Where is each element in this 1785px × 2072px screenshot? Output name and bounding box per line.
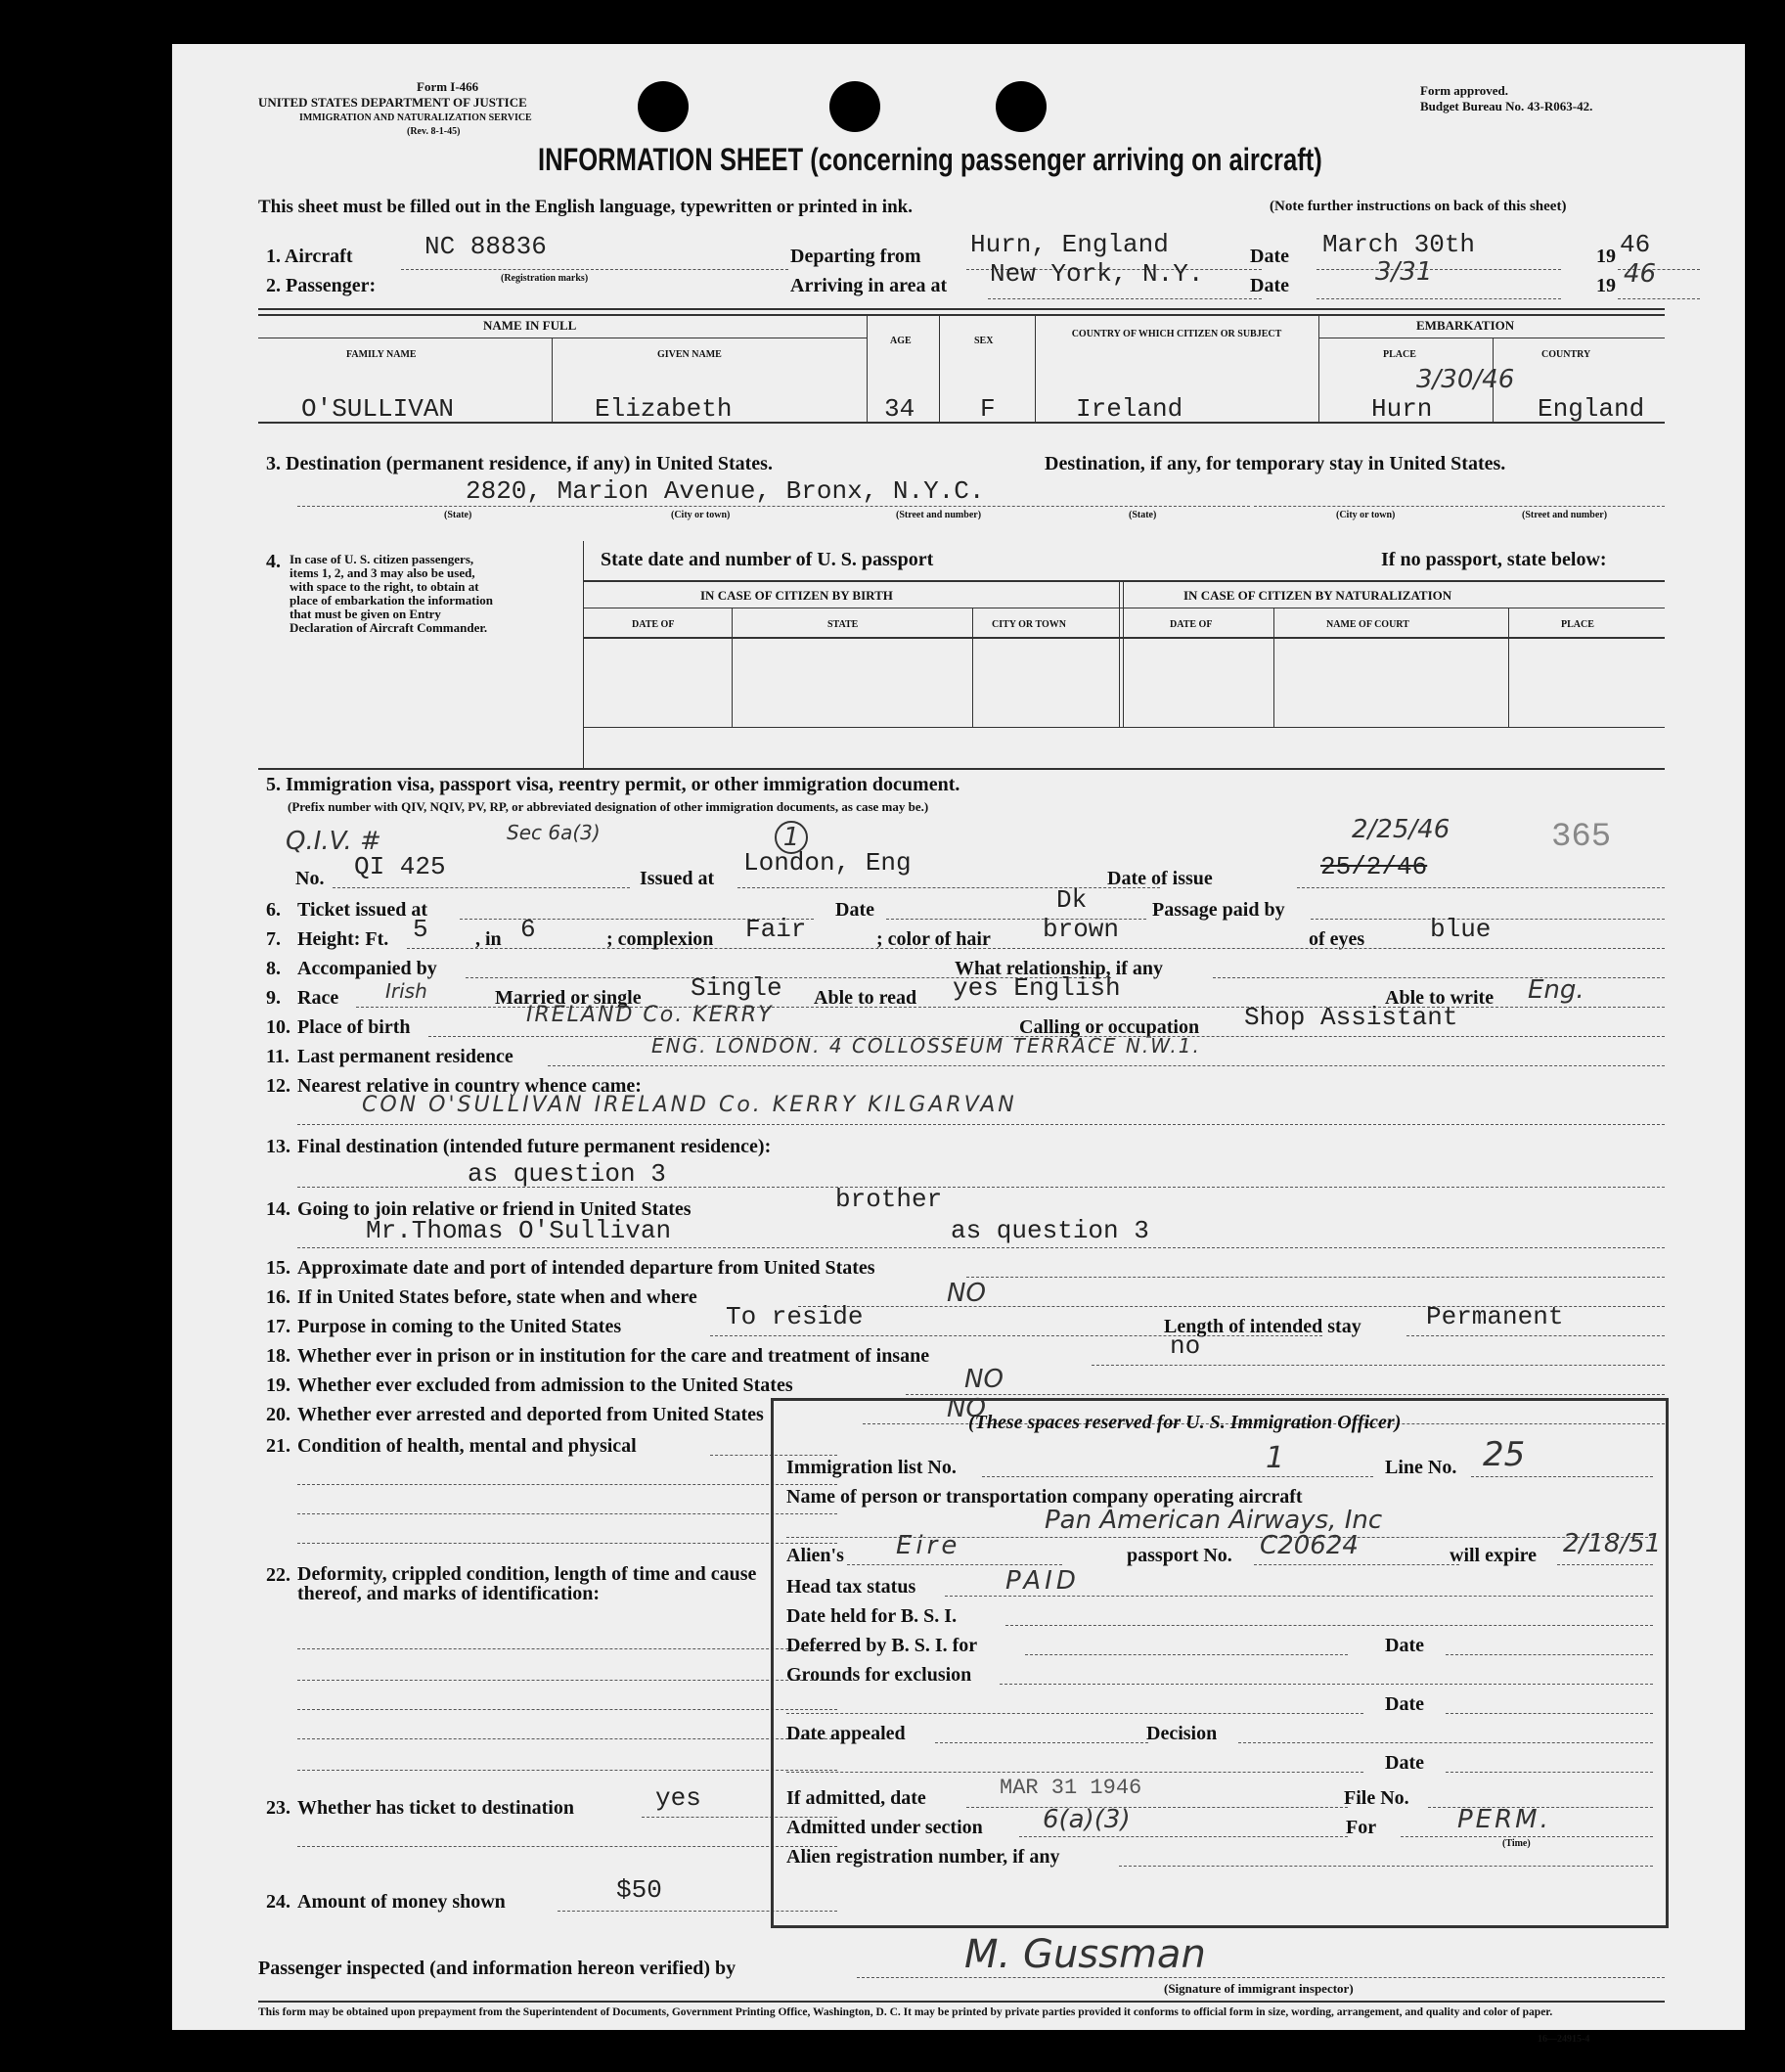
aircraft-value: NC 88836 [424,232,547,261]
hair: brown [1043,915,1120,944]
registration-label: Alien registration number, if any [786,1846,1060,1868]
sex-header: SEX [974,336,994,346]
age-header: AGE [890,336,912,346]
row-24-no: 24. [266,1891,290,1913]
birthplace: IRELAND Co. KERRY [526,1003,774,1027]
nearest-relative: CON O'SULLIVAN IRELAND Co. KERRY KILGARVAN [362,1093,1017,1117]
revision: (Rev. 8-1-45) [407,126,461,137]
occupation: Shop Assistant [1244,1003,1458,1032]
country-citizen-header: COUNTRY OF WHICH CITIZEN OR SUBJECT [1071,329,1282,339]
row-11-no: 11. [266,1046,290,1067]
q3-value: 2820, Marion Avenue, Bronx, N.Y.C. [466,476,985,506]
file-no-label: File No. [1344,1787,1409,1809]
stay-label: Length of intended stay [1164,1316,1361,1337]
date-of-header-2: DATE OF [1170,619,1213,630]
passport-label: State date and number of U. S. passport [601,549,934,570]
ticket-issued-label: Ticket issued at [297,899,427,921]
service: IMMIGRATION AND NATURALIZATION SERVICE [299,113,532,123]
last-residence: ENG. LONDON. 4 COLLOSSEUM TERRACE N.W.1. [651,1034,1201,1058]
row-22-no: 22. [266,1564,290,1586]
married: Single [691,973,782,1003]
complexion: Fair [745,915,807,944]
aliens: Eire [896,1531,961,1560]
date-of-issue-hw: 2/25/46 [1352,815,1450,844]
aliens-label: Alien's [786,1545,844,1566]
name-in-full-header: NAME IN FULL [483,318,577,333]
height-in-label: , in [475,928,502,950]
appealed-label: Date appealed [786,1723,906,1744]
passage-paid-label: Passage paid by [1152,899,1285,921]
expire: 2/18/51 [1563,1529,1662,1558]
hair-label: ; color of hair [876,928,991,950]
q3-street-caption-2: (Street and number) [1522,510,1608,520]
year-label-2: 19 [1596,275,1616,296]
row-14-no: 14. [266,1198,290,1220]
relationship-label: What relationship, if any [955,958,1163,979]
arriving-year: 46 [1624,259,1657,289]
visa-section: Sec 6a(3) [507,821,601,844]
grounds-label: Grounds for exclusion [786,1664,972,1686]
year-label: 19 [1596,246,1616,267]
punch-hole [829,81,880,132]
deported: NO [947,1394,986,1423]
punch-hole [638,81,689,132]
ticket-date-label: Date [835,899,874,921]
q3-city-caption-2: (City or town) [1336,510,1396,520]
date-of-issue-label: Date of issue [1107,868,1213,889]
read: yes English [953,973,1121,1003]
line-no: 25 [1483,1435,1526,1474]
family-name-value: O'SULLIVAN [301,394,455,424]
q5-sub: (Prefix number with QIV, NQIV, PV, RP, or abbreviated designation of other immigration documents, as case may be.) [288,799,929,814]
prison-label: Whether ever in prison or in institution for the care and treatment of insane [297,1345,930,1367]
join-relation: brother [835,1185,943,1214]
form-number: Form I-466 [417,79,479,94]
court-header: NAME OF COURT [1326,619,1409,630]
expire-label: will expire [1450,1545,1538,1566]
for-value: PERM. [1457,1805,1551,1834]
list-no: 1 [1266,1441,1285,1475]
no-passport-label: If no passport, state below: [1381,549,1607,570]
country-header: COUNTRY [1541,349,1591,360]
city-header: CITY OR TOWN [992,619,1066,630]
married-label: Married or single [495,987,642,1009]
admitted-date-label: If admitted, date [786,1787,926,1809]
row-7-no: 7. [266,928,281,950]
final-dest-label: Final destination (intended future permanent residence): [297,1136,772,1157]
row-12-no: 12. [266,1075,290,1097]
row-15-no: 15. [266,1257,290,1279]
stay: Permanent [1426,1302,1564,1331]
purpose: To reside [726,1302,864,1331]
given-name-value: Elizabeth [595,394,733,424]
visa-no-label: No. [295,868,325,889]
q3-city-caption: (City or town) [671,510,731,520]
inspected-label: Passenger inspected (and information hereon verified) by [258,1958,736,1979]
money: $50 [616,1875,662,1905]
form-approved: Form approved. [1420,83,1509,98]
citizen-value: Ireland [1076,394,1183,424]
for-label: For [1346,1817,1377,1838]
officer-header: (These spaces reserved for U. S. Immigration Officer) [968,1412,1402,1433]
birthplace-label: Place of birth [297,1016,411,1038]
race: Irish [385,979,427,1003]
admitted-date: MAR 31 1946 [1000,1776,1142,1800]
signature-caption: (Signature of immigrant inspector) [1164,1981,1354,1996]
company: Pan American Airways, Inc [1045,1506,1383,1535]
passenger-label: 2. Passenger: [266,275,377,296]
date-of-issue: 25/2/46 [1320,852,1428,881]
row-19-no: 19. [266,1374,290,1396]
excluded-label: Whether ever excluded from admission to the United States [297,1374,793,1396]
deferred-date-label: Date [1385,1635,1424,1656]
row-9-no: 9. [266,987,281,1009]
deported-label: Whether ever arrested and deported from United States [297,1404,764,1425]
footer-code: 16—24915-4 [1538,2034,1590,2045]
section: 6(a)(3) [1043,1805,1131,1834]
embarkation-header: EMBARKATION [1416,318,1515,333]
q3-label-right: Destination, if any, for temporary stay in United States. [1045,453,1506,474]
row-8-no: 8. [266,958,281,979]
place-header-2: PLACE [1561,619,1594,630]
department: UNITED STATES DEPARTMENT OF JUSTICE [258,95,527,110]
inspector-signature: M. Gussman [964,1932,1206,1977]
money-label: Amount of money shown [297,1891,506,1913]
nearest-relative-label: Nearest relative in country whence came: [297,1075,642,1097]
visa-no: QI 425 [354,852,446,881]
occupation-label: Calling or occupation [1019,1016,1200,1038]
instructions-right: (Note further instructions on back of this sheet) [1270,199,1567,214]
company-label: Name of person or transportation company operating aircraft [786,1486,1303,1508]
row-20-no: 20. [266,1404,290,1425]
bsi-label: Date held for B. S. I. [786,1605,958,1627]
head-tax: PAID [1005,1566,1080,1596]
height-in: 6 [520,915,536,944]
ticket-dest: yes [655,1783,701,1813]
time-caption: (Time) [1502,1838,1531,1849]
list-no-label: Immigration list No. [786,1457,957,1478]
q4-number: 4. [266,551,281,572]
row-13-no: 13. [266,1136,290,1157]
footer-notice: This form may be obtained upon prepayment from the Superintendent of Documents, Government Printing Office, Washington, D. C. It may be printed by private parties provided it conforms to official form in size, wording, arrangement, and quality and color of paper. [258,2006,1553,2018]
complexion-label: ; complexion [606,928,714,950]
eyes: blue [1430,915,1492,944]
form-title: INFORMATION SHEET (concerning passenger arriving on aircraft) [538,142,1322,177]
write-label: Able to write [1385,987,1495,1009]
health-label: Condition of health, mental and physical [297,1435,637,1457]
decision-date-label: Date [1385,1752,1424,1774]
departing-date-label: Date [1250,246,1289,267]
arriving-date: 3/31 [1375,257,1433,287]
departing-value: Hurn, England [970,230,1169,259]
final-dest: as question 3 [468,1159,666,1189]
read-label: Able to read [814,987,917,1009]
q4-text: In case of U. S. citizen passengers, items 1, 2, and 3 may also be used, with space to the right, to obtain at place of embarkation the information that must be given on Entry Declaration of Aircraft Commander. [290,552,493,635]
row-10-no: 10. [266,1016,290,1038]
row-17-no: 17. [266,1316,290,1337]
height-label: Height: Ft. [297,928,389,950]
family-name-header: FAMILY NAME [346,349,417,360]
arriving-value: New York, N.Y. [990,259,1204,289]
join-address: as question 3 [951,1216,1149,1245]
deferred-label: Deferred by B. S. I. for [786,1635,978,1656]
registration-caption: (Registration marks) [501,273,589,284]
passport-no-label: passport No. [1127,1545,1232,1566]
row-6-no: 6. [266,899,281,921]
citizen-birth-header: IN CASE OF CITIZEN BY BIRTH [700,588,893,603]
citizen-nat-header: IN CASE OF CITIZEN BY NATURALIZATION [1183,588,1452,603]
join-label: Going to join relative or friend in United States [297,1198,692,1220]
deformity-label: Deformity, crippled condition, length of time and cause thereof, and marks of identification: [297,1563,757,1604]
last-residence-label: Last permanent residence [297,1046,513,1067]
eyes-label: of eyes [1309,928,1365,950]
q3-street-caption: (Street and number) [896,510,982,520]
form-sheet [172,44,1745,2045]
decision-label: Decision [1146,1723,1218,1744]
given-name-header: GIVEN NAME [657,349,722,360]
state-header: STATE [827,619,859,630]
passport-no: C20624 [1260,1531,1359,1560]
q3-state-caption: (State) [444,510,472,520]
arriving-label: Arriving in area at [790,275,948,296]
row-16-no: 16. [266,1286,290,1308]
row-18-no: 18. [266,1345,290,1367]
row-23-no: 23. [266,1797,290,1819]
row-21-no: 21. [266,1435,290,1457]
punch-hole [996,81,1047,132]
purpose-label: Purpose in coming to the United States [297,1316,622,1337]
issued-at-label: Issued at [640,868,715,889]
join-name: Mr.Thomas O'Sullivan [366,1216,672,1245]
departing-date: March 30th [1322,230,1476,259]
q5-label: 5. Immigration visa, passport visa, reentry permit, or other immigration document. [266,774,960,795]
date-of-header: DATE OF [632,619,675,630]
embark-country-value: England [1538,394,1645,424]
height-ft: 5 [413,915,428,944]
before-label: If in United States before, state when and where [297,1286,697,1308]
write: Eng. [1528,975,1584,1005]
race-label: Race [297,987,339,1009]
issued-at: London, Eng [743,848,912,878]
line-no-label: Line No. [1385,1457,1457,1478]
prison: no [1170,1331,1201,1361]
aircraft-label: 1. Aircraft [266,246,353,267]
arriving-date-label: Date [1250,275,1289,296]
departing-year: 46 [1620,230,1651,259]
budget-bureau: Budget Bureau No. 43-R063-42. [1420,99,1593,113]
before: NO [947,1279,986,1308]
section-label: Admitted under section [786,1817,983,1838]
ticket-date: Dk [1056,885,1088,915]
departing-label: Departing from [790,246,921,267]
age-value: 34 [884,394,915,424]
departure-label: Approximate date and port of intended departure from United States [297,1257,875,1279]
embark-place-value: Hurn [1371,394,1433,424]
place-header: PLACE [1383,349,1416,360]
ticket-dest-label: Whether has ticket to destination [297,1797,574,1819]
q3-state-caption-2: (State) [1129,510,1157,520]
embark-date-note: 3/30/46 [1416,365,1515,394]
visa-prefix: Q.I.V. # [286,827,381,856]
accompanied-label: Accompanied by [297,958,437,979]
visa-circle: 1 [775,821,808,854]
excluded: NO [964,1365,1004,1394]
instructions-left: This sheet must be filled out in the English language, typewritten or printed in ink. [258,197,913,217]
grounds-date-label: Date [1385,1693,1424,1715]
doc-stamp: 365 [1551,819,1612,856]
sex-value: F [980,394,996,424]
q3-label: 3. Destination (permanent residence, if any) in United States. [266,453,773,474]
head-tax-label: Head tax status [786,1576,916,1598]
